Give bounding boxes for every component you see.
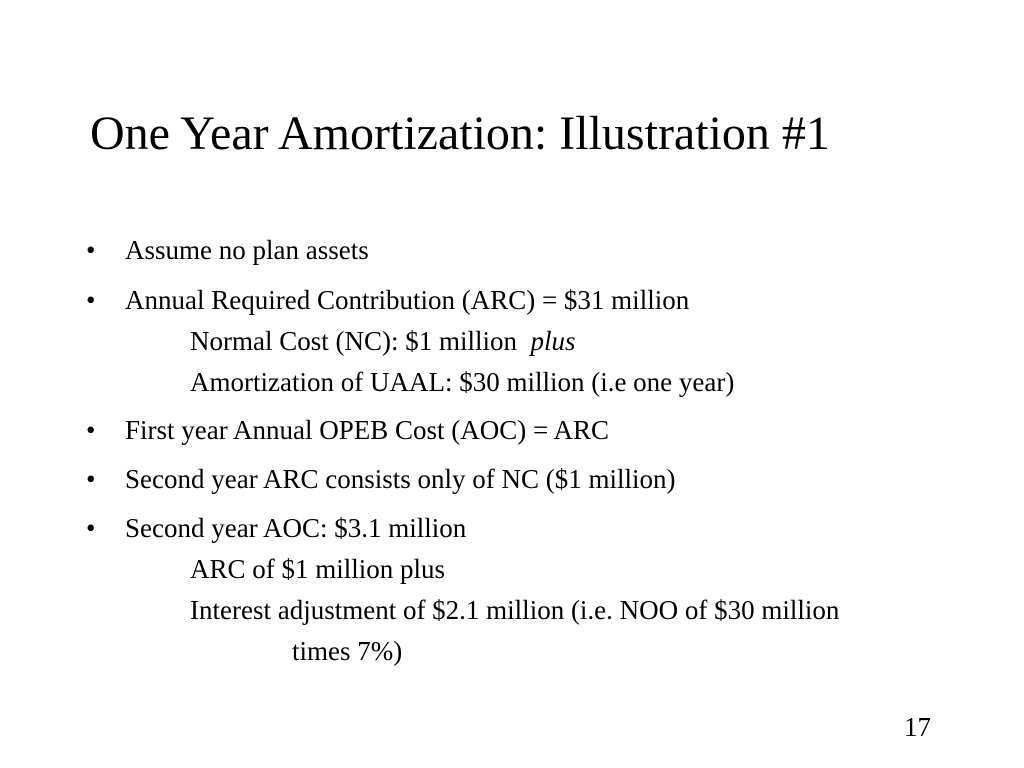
sub-item-interest: Interest adjustment of $2.1 million (i.e. NOO of $30 million (190, 595, 840, 625)
sub-item-arc: ARC of $1 million plus (190, 554, 446, 584)
sub-item-text: Normal Cost (NC): $1 million (190, 326, 517, 356)
sub-item-normal-cost (190, 324, 576, 358)
sub-item-amortization: Amortization of UAAL: $30 million (i.e one year) (190, 367, 735, 397)
bullet-item-4: Second year ARC consists only of NC ($1 million) (125, 464, 676, 494)
slide-title: One Year Amortization: Illustration #1 (90, 107, 830, 160)
bullet-marker: • (86, 235, 96, 265)
sub-item-emphasis: plus (530, 326, 576, 356)
bullet-marker: • (86, 464, 96, 494)
bullet-item-3: First year Annual OPEB Cost (AOC) = ARC (125, 415, 609, 445)
bullet-marker: • (86, 415, 96, 445)
sub-item-interest-continuation: times 7%) (292, 636, 403, 666)
bullet-item-5: Second year AOC: $3.1 million (125, 513, 467, 543)
bullet-marker: • (86, 513, 96, 543)
bullet-item-2: Annual Required Contribution (ARC) = $31 million (125, 285, 690, 315)
bullet-marker: • (86, 285, 96, 315)
page-number: 17 (904, 712, 931, 742)
bullet-item-1: Assume no plan assets (125, 235, 369, 265)
